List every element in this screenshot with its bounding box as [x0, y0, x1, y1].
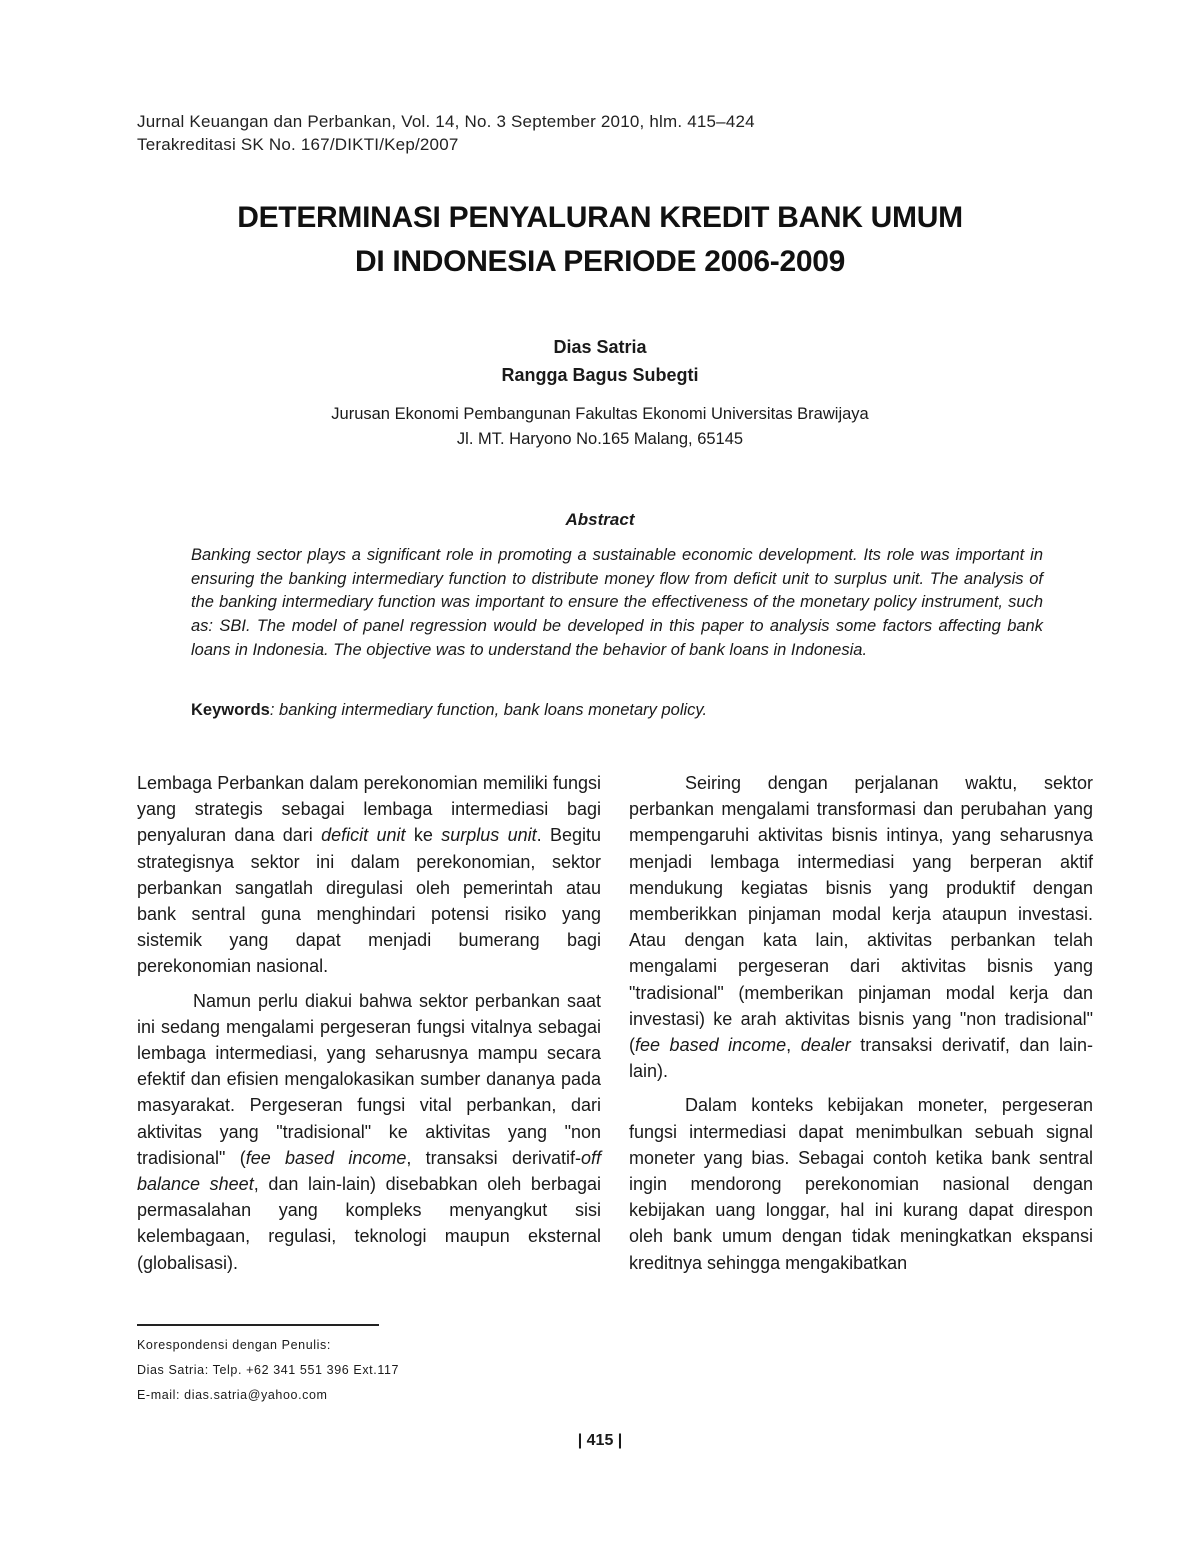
affiliation — [100, 402, 1100, 452]
italic-term: dealer — [800, 1035, 851, 1056]
paragraph-text: ke — [405, 825, 442, 846]
keywords-label: Keywords — [191, 701, 270, 719]
author-2: Rangga Bagus Subegti — [501, 365, 699, 385]
body-paragraph-2 — [137, 988, 601, 1276]
keywords-text: : banking intermediary function, bank loans monetary policy. — [269, 701, 708, 719]
body-column-left — [137, 770, 601, 1284]
italic-term: fee based income — [635, 1035, 787, 1056]
journal-citation: Jurnal Keuangan dan Perbankan, Vol. 14, No. 3 September 2010, hlm. 415–424 — [137, 112, 755, 131]
abstract-heading: Abstract — [565, 510, 635, 529]
italic-term: deficit unit — [321, 825, 406, 846]
author-1: Dias Satria — [553, 337, 647, 357]
journal-accreditation: Terakreditasi SK No. 167/DIKTI/Kep/2007 — [137, 135, 459, 154]
paragraph-text: transaksi derivatif, dan lain-lain). — [629, 1035, 1094, 1082]
body-paragraph-1 — [137, 770, 601, 980]
footnote — [137, 1333, 399, 1408]
authors — [100, 333, 1100, 389]
body-paragraph-4: Dalam konteks kebijakan moneter, pergeseran fungsi intermediasi dapat menimbulkan sebuah signal moneter yang bias. Sebagai contoh ketika bank sentral ingin mendorong perekonomian nasional dengan kebijakan uang longgar, hal ini kurang dapat direspon oleh bank umum dengan tidak meningkatkan ekspansi kreditnya sehingga mengakibatkan — [629, 1095, 1093, 1273]
journal-header — [137, 110, 755, 156]
title-line-2: DI INDONESIA PERIODE 2006-2009 — [354, 245, 846, 278]
footnote-phone: Dias Satria: Telp. +62 341 551 396 Ext.117 — [137, 1363, 400, 1377]
affiliation-department: Jurusan Ekonomi Pembangunan Fakultas Ekonomi Universitas Brawijaya — [331, 405, 869, 423]
paragraph-text: Lembaga Perbankan dalam perekonomian memiliki fungsi yang strategis sebagai lembaga intermediasi bagi penyaluran dana dari — [137, 773, 601, 846]
body-paragraph-3 — [629, 770, 1093, 1084]
footnote-divider — [137, 1324, 379, 1326]
abstract-body: Banking sector plays a significant role in promoting a sustainable economic development. Its role was important in ensuring the banking intermediary function to distribute money flow from deficit unit to surplus unit. The analysis of the banking intermediary function was important to ensure the effectiveness of the monetary policy instrument, such as: SBI. The model of panel regression would be developed in this paper to analysis some factors affecting bank loans in Indonesia. The objective was to understand the behavior of bank loans in Indonesia. — [191, 546, 1043, 659]
affiliation-address: Jl. MT. Haryono No.165 Malang, 65145 — [456, 430, 744, 448]
paragraph-text: Namun perlu diakui bahwa sektor perbankan saat ini sedang mengalami pergeseran fungsi vitalnya sebagai lembaga intermediasi, yang seharusnya mampu secara efektif dan efisien mengalokasikan sumber dananya pada masyarakat. Pergeseran fungsi vital perbankan, dari aktivitas yang "tradisional" ke aktivitas yang "non tradisional" ( — [137, 990, 601, 1168]
italic-term: off balance sheet — [137, 1147, 601, 1195]
page-number: | 415 | — [577, 1432, 623, 1449]
italic-term: surplus unit — [441, 825, 537, 846]
body-column-right — [629, 770, 1093, 1284]
paragraph-text: , — [786, 1035, 801, 1056]
paragraph-text: , dan lain-lain) disebabkan oleh berbagai permasalahan yang kompleks menyangkut sisi kelembagaan, regulasi, teknologi maupun eksternal (globalisasi). — [137, 1174, 601, 1273]
paper-title — [100, 196, 1100, 284]
footnote-email: E-mail: dias.satria@yahoo.com — [137, 1388, 328, 1402]
paragraph-text: Seiring dengan perjalanan waktu, sektor perbankan mengalami transformasi dan perubahan yang mempengaruhi aktivitas bisnis intinya, yang seharusnya menjadi lembaga intermediasi yang berperan aktif mendukung kegiatas bisnis yang produktif dengan memberikkan pinjaman modal kerja ataupun investasi. Atau dengan kata lain, aktivitas perbankan telah mengalami pergeseran dari aktivitas bisnis yang "tradisional" (memberikan pinjaman modal kerja dan investasi) ke arah aktivitas bisnis yang "non tradisional" ( — [629, 773, 1093, 1056]
paragraph-text: . Begitu strategisnya sektor ini dalam perekonomian, sektor perbankan sangatlah diregulasi oleh pemerintah atau bank sentral guna menghindari potensi risiko yang sistemik yang dapat menjadi bumerang bagi perekonomian nasional. — [137, 825, 601, 977]
paragraph-text: , transaksi derivatif- — [406, 1147, 581, 1168]
keywords — [191, 699, 1043, 722]
title-line-1: DETERMINASI PENYALURAN KREDIT BANK UMUM — [237, 201, 963, 234]
footnote-correspondence: Korespondensi dengan Penulis: — [137, 1338, 331, 1352]
italic-term: fee based income — [245, 1147, 407, 1168]
